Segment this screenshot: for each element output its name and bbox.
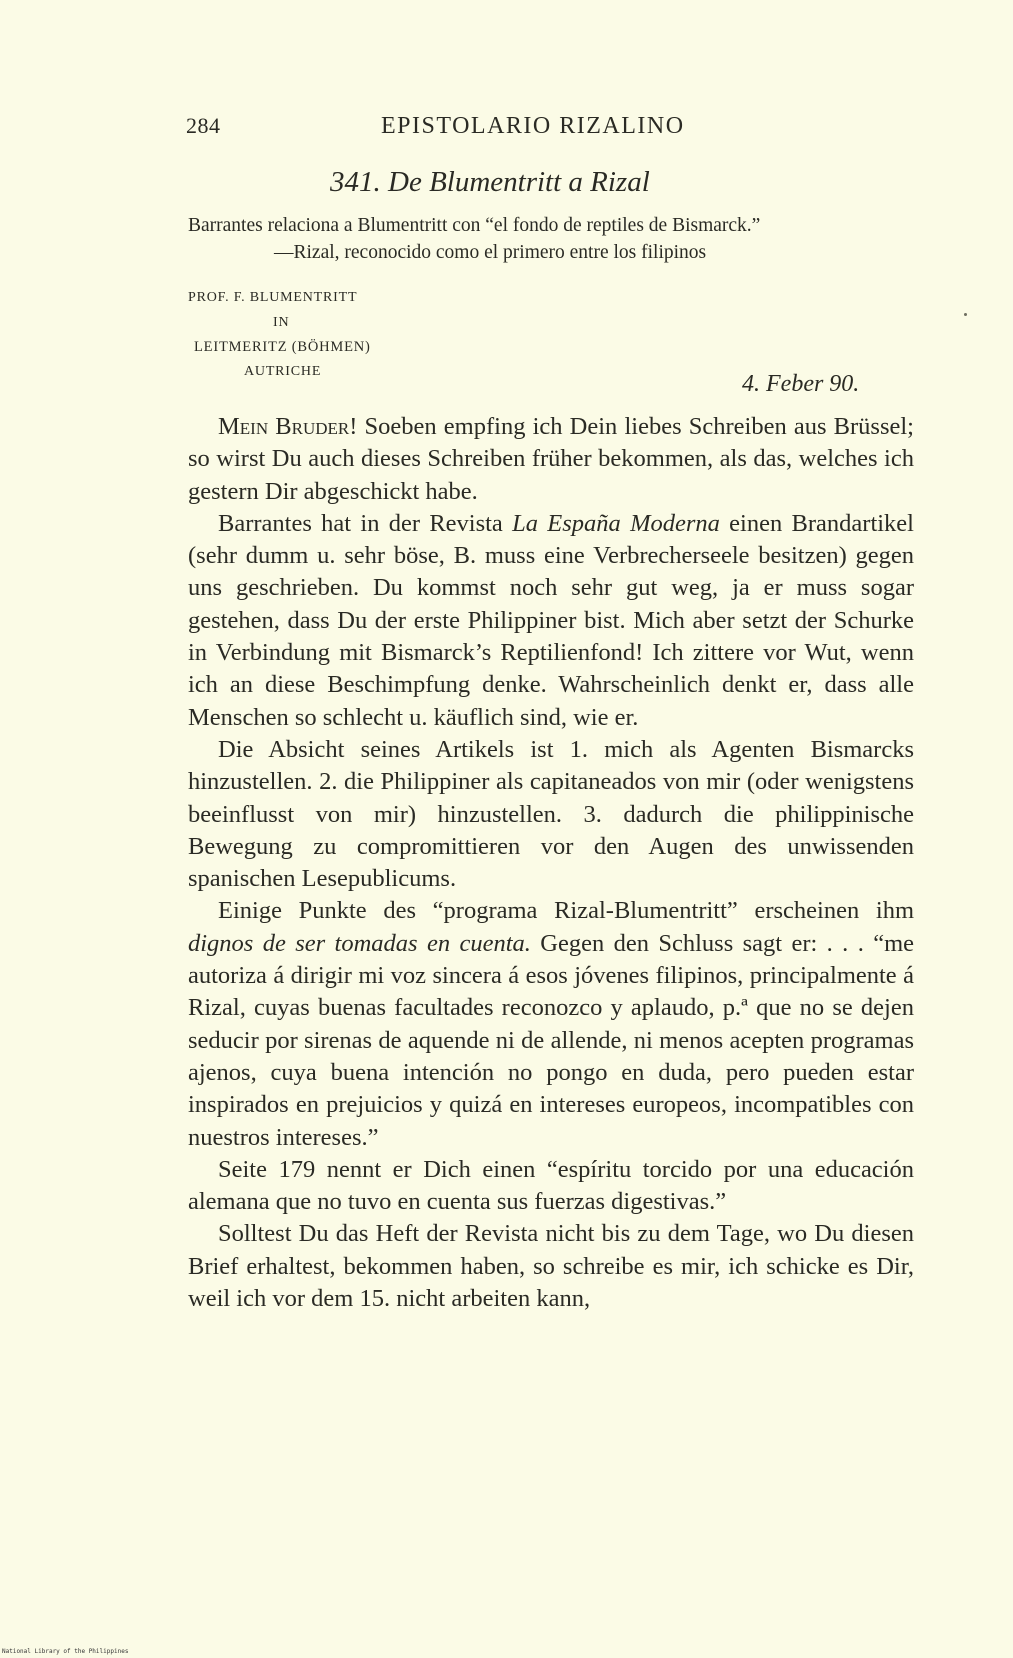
scan-speck (964, 313, 967, 316)
letter-title: 341. De Blumentritt a Rizal (330, 166, 650, 198)
salutation: Mein Bruder! (218, 413, 358, 440)
address-line-1: PROF. F. BLUMENTRITT (188, 290, 358, 305)
sender-address (188, 286, 371, 384)
running-head (186, 113, 726, 147)
paragraph-2-end: einen Brandartikel (sehr dumm u. sehr böse, B. muss eine Verbrecherseele besitzen) gegen uns geschrieben. Du kommst noch sehr gut weg, ja er muss sogar gestehen, dass Du der erste Philippiner bist. Mich aber setzt der Schurke in Verbindung mit Bismarck’s Reptilienfond! Ich zittere vor Wut, wenn ich an diese Beschimpfung denke. Wahrscheinlich denkt er, dass alle Menschen so schlecht u. käuflich sind, wie er. (188, 509, 914, 731)
paragraph-3: Die Absicht seines Artikels ist 1. mich als Agenten Bismarcks hinzustellen. 2. die Philippiner als capitaneados von mir (oder wenigstens beeinflusst von mir) hinzustellen. 3. dadurch die philippinische Bewegung zu compromittieren vor den Augen des unwissenden spanischen Lesepublicums. (188, 735, 914, 893)
journal-title: La España Moderna (512, 509, 720, 537)
book-title: EPISTOLARIO RIZALINO (381, 113, 685, 139)
paragraph-4-end: Gegen den Schluss sagt er: . . . “me autoriza á dirigir mi voz sincera á esos jóvenes filipinos, principalmente á Rizal, cuyas buenas facultades reconozco y aplaudo, p.ª que no se dejen seducir por sirenas de aquende ni de allende, ni menos acepten programas ajenos, cuya buena intención no pongo en duda, pero pueden estar inspirados en prejuicios y quizá en intereses europeos, incompatibles con nuestros intereses.” (188, 929, 914, 1151)
letter-date: 4. Feber 90. (742, 371, 860, 397)
address-line-4: AUTRICHE (244, 363, 322, 379)
paragraph-5: Seite 179 nennt er Dich einen “espíritu torcido por una educación alemana que no tuvo en cuenta sus fuerzas digestivas.” (188, 1155, 914, 1216)
summary-line-1: Barrantes relaciona a Blumentritt con “el fondo de reptiles de Bismarck.” (188, 215, 761, 236)
paragraph-1 (188, 411, 914, 508)
library-credit: National Library of the Philippines (2, 1648, 129, 1655)
paragraph-6: Solltest Du das Heft der Revista nicht bis zu dem Tage, wo Du diesen Brief erhaltest, bekommen haben, so schreibe es mir, ich schicke es Dir, weil ich vor dem 15. nicht arbeiten kann, (188, 1220, 914, 1313)
letter-summary (188, 212, 894, 266)
paragraph-4-start: Einige Punkte des “programa Rizal-Blumentritt” erscheinen ihm (218, 897, 914, 925)
address-line-2: IN (273, 314, 290, 330)
paragraph-4 (188, 895, 914, 1153)
italic-quote: dignos de ser tomadas en cuenta. (188, 929, 531, 957)
address-line-3: LEITMERITZ (BÖHMEN) (194, 339, 371, 355)
letter-body (188, 411, 914, 1315)
page-number: 284 (186, 113, 221, 138)
summary-line-2: —Rizal, reconocido como el primero entre los filipinos (274, 242, 707, 263)
paragraph-1-text: Soeben empfing ich Dein liebes Schreiben aus Brüssel; so wirst Du auch dieses Schreiben früher bekommen, als das, welches ich gestern Dir abgeschickt habe. (188, 413, 914, 505)
paragraph-2 (188, 508, 914, 734)
paragraph-2-start: Barrantes hat in der Revista (218, 509, 513, 537)
